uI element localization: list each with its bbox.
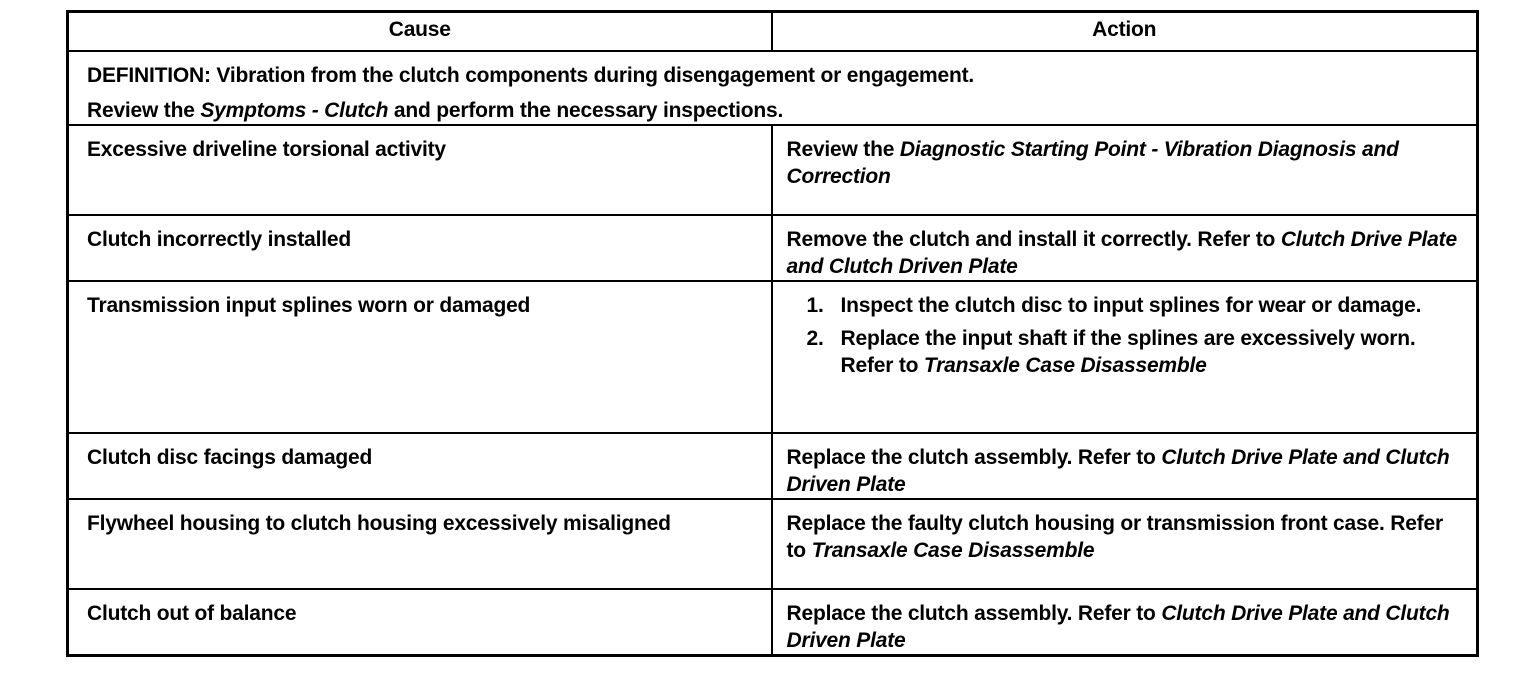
action-reference: Transaxle Case Disassemble [811,539,1095,562]
action-cell [772,125,1478,215]
cause-text: Excessive driveline torsional activity [87,138,446,161]
action-prefix: Review the [786,138,900,161]
table-row [68,499,1478,589]
review-prefix: Review the [87,99,201,122]
action-text [773,126,1477,190]
cause-cell [68,589,772,656]
action-steps [787,292,1463,379]
step-number: 2. [806,327,824,350]
cause-text: Flywheel housing to clutch housing excessively misaligned [87,512,671,535]
action-cell [772,589,1478,656]
action-text [773,590,1477,654]
action-text [773,216,1477,280]
definition-cell [68,51,1478,125]
action-cell [772,499,1478,589]
table-row [68,125,1478,215]
table-row [68,281,1478,433]
header-cause: Cause [68,12,772,52]
action-cell [772,281,1478,433]
action-cell [772,433,1478,499]
action-prefix: Replace the faulty clutch housing or transmission front case. Refer to [786,512,1443,562]
cause-cell [68,215,772,281]
action-reference: Clutch Drive Plate and Clutch Driven Plate [786,602,1450,652]
definition-row [68,51,1478,125]
action-reference: Clutch Drive Plate and Clutch Driven Plate [786,446,1450,496]
review-instruction [87,97,1462,124]
cause-cell [68,499,772,589]
cause-text: Clutch disc facings damaged [87,446,373,469]
action-prefix: Remove the clutch and install it correctly. Refer to [786,228,1281,251]
cause-text: Transmission input splines worn or damaged [87,294,531,317]
table-row [68,215,1478,281]
cause-text: Clutch incorrectly installed [87,228,351,251]
action-step [787,292,1463,319]
cause-cell [68,281,772,433]
action-prefix: Replace the clutch assembly. Refer to [786,602,1162,625]
action-reference: Clutch Drive Plate and Clutch Driven Plate [786,228,1457,278]
definition-text: DEFINITION: Vibration from the clutch components during disengagement or engagement. [87,64,975,87]
header-row [68,12,1478,52]
action-prefix: Replace the clutch assembly. Refer to [786,446,1162,469]
step-reference: Transaxle Case Disassemble [923,354,1207,377]
step-text: Inspect the clutch disc to input splines for wear or damage. [840,294,1422,317]
action-reference: Diagnostic Starting Point - Vibration Diagnosis and Correction [786,138,1399,188]
step-number: 1. [806,294,824,317]
review-reference: Symptoms - Clutch [200,99,389,122]
table-row [68,433,1478,499]
action-step [787,325,1463,379]
table-row [68,589,1478,656]
cause-text: Clutch out of balance [87,602,297,625]
action-text [773,500,1477,564]
diagnostic-table [66,10,1479,657]
cause-cell [68,125,772,215]
step-text: Replace the input shaft if the splines are excessively worn. Refer to [840,327,1416,377]
action-cell [772,215,1478,281]
cause-cell [68,433,772,499]
action-text [773,434,1477,498]
review-suffix: and perform the necessary inspections. [388,99,784,122]
header-action: Action [772,12,1478,52]
